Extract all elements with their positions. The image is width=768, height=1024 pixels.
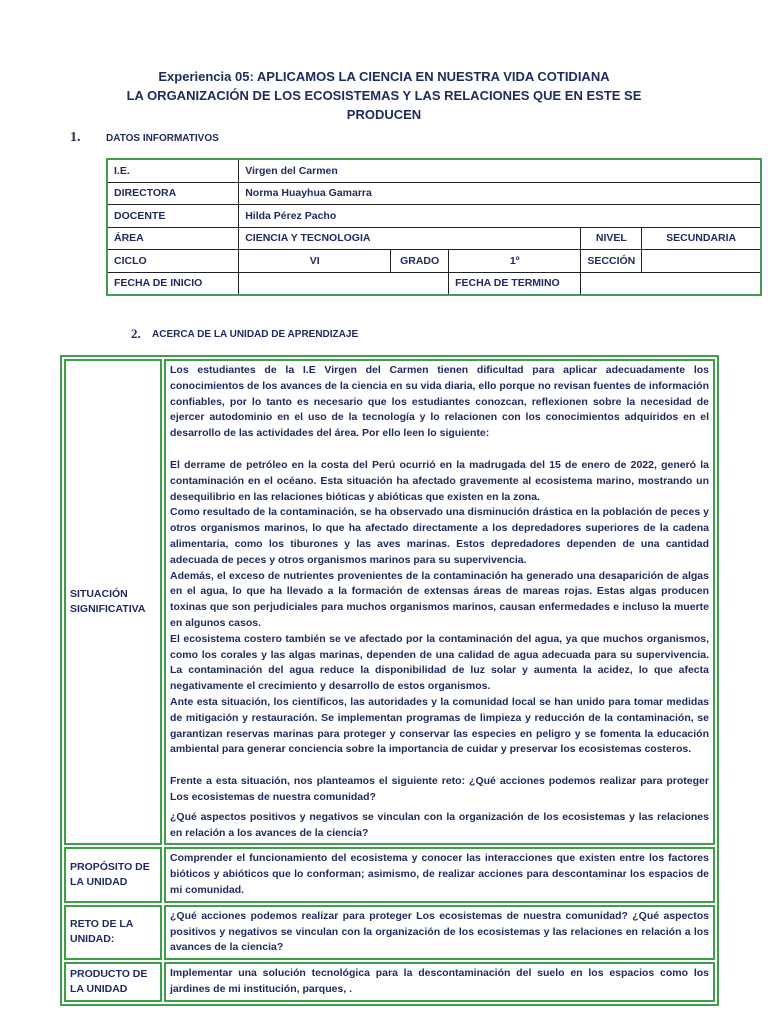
- table-row: [107, 159, 761, 182]
- grado-value: 1º: [449, 250, 581, 273]
- proposito-text: Comprender el funcionamiento del ecosistema y conocer las interacciones que existen entre los factores bióticos y abióticos que lo conforman; asimismo, de realizar acciones para descontaminar los espacios de mi comunidad.: [164, 847, 715, 902]
- fecha-inicio-value: [239, 272, 449, 295]
- reto-label: RETO DE LA UNIDAD:: [64, 905, 162, 960]
- area-value: CIENCIA Y TECNOLOGIA: [239, 227, 581, 250]
- nivel-value: SECUNDARIA: [642, 227, 761, 250]
- table-row: [107, 227, 761, 250]
- producto-label: PRODUCTO DE LA UNIDAD: [64, 962, 162, 1002]
- nivel-label: NIVEL: [581, 227, 642, 250]
- situacion-paragraph-1: Los estudiantes de la I.E Virgen del Carmen tienen dificultad para aplicar adecuadamente los conocimientos de los avances de la ciencia en su vida diaria, ello porque no revisan fuentes de información confiables, por lo tanto es necesario que los estudiantes conozcan, reflexionen sobre la necesidad de ejercer autodominio en el uso de la tecnología y lo relacionen con los conocimientos adquiridos en el desarrollo de las actividades del área. Por ello leen lo siguiente:: [170, 364, 709, 440]
- title-line-3: PRODUCEN: [346, 107, 422, 122]
- docente-value: Hilda Pérez Pacho: [239, 205, 761, 228]
- situacion-paragraph-3: Como resultado de la contaminación, se ha observado una disminución drástica en la población de peces y otros organismos marinos, lo que ha afectado directamente a los depredadores superiores de la cadena alimentaria, como los tiburones y las aves marinas. Estos depredadores dependen de una cantidad adecuada de peces y otros organismos marinos para su supervivencia.: [170, 506, 709, 566]
- situacion-paragraph-4: Además, el exceso de nutrientes provenientes de la contaminación ha generado una desaparición de algas en el agua, lo que ha llevado a la formación de extensas áreas de mareas rojas. Estas algas producen toxinas que son perjudiciales para muchos organismos marinos, causan enfermedades e incluso la muerte en algunos casos.: [170, 569, 709, 629]
- table-row: [64, 962, 715, 1002]
- grado-label: GRADO: [391, 250, 449, 273]
- ie-label: I.E.: [107, 159, 239, 182]
- unidad-aprendizaje-table: [60, 355, 719, 1006]
- producto-text: Implementar una solución tecnológica para la descontaminación del suelo en los espacios como los jardines de mi institución, parques, .: [164, 962, 715, 1002]
- table-row: [107, 250, 761, 273]
- section-1-heading: DATOS INFORMATIVOS: [106, 133, 219, 144]
- table-row: [107, 205, 761, 228]
- seccion-label: SECCIÓN: [581, 250, 642, 273]
- situacion-label: SITUACIÓN SIGNIFICATIVA: [64, 359, 162, 845]
- fecha-termino-value: [581, 272, 761, 295]
- directora-value: Norma Huayhua Gamarra: [239, 182, 761, 205]
- situacion-paragraph-5: El ecosistema costero también se ve afectado por la contaminación del agua, ya que muchos organismos, como los corales y las algas marinas, dependen de una calidad de agua adecuada para su supervivencia. La contaminación del agua reduce la disponibilidad de luz solar y aumenta la acidez, lo que afecta negativamente el crecimiento y desarrollo de estos organismos.: [170, 632, 709, 693]
- seccion-value: [642, 250, 761, 273]
- ciclo-value: VI: [239, 250, 391, 273]
- table-row: [107, 272, 761, 295]
- table-row: [64, 905, 715, 960]
- directora-label: DIRECTORA: [107, 182, 239, 205]
- fecha-inicio-label: FECHA DE INICIO: [107, 272, 239, 295]
- situacion-paragraph-7: Frente a esta situación, nos planteamos el siguiente reto: ¿Qué acciones podemos realizar para proteger Los ecosistemas de nuestra comunidad?: [170, 775, 709, 803]
- title-line-1: Experiencia 05: APLICAMOS LA CIENCIA EN NUESTRA VIDA COTIDIANA: [158, 69, 610, 84]
- ciclo-label: CICLO: [107, 250, 239, 273]
- area-label: ÁREA: [107, 227, 239, 250]
- docente-label: DOCENTE: [107, 205, 239, 228]
- fecha-termino-label: FECHA DE TERMINO: [449, 272, 581, 295]
- datos-informativos-table: [106, 158, 762, 296]
- document-title: [0, 67, 768, 124]
- table-row: [64, 847, 715, 902]
- table-row: [107, 182, 761, 205]
- proposito-label: PROPÓSITO DE LA UNIDAD: [64, 847, 162, 902]
- situacion-paragraph-8: ¿Qué aspectos positivos y negativos se vinculan con la organización de los ecosistemas y las relaciones en relación a los avances de la ciencia?: [170, 810, 709, 839]
- situacion-text: [164, 359, 715, 845]
- table-row: [64, 359, 715, 845]
- situacion-paragraph-6: Ante esta situación, los científicos, las autoridades y la comunidad local se han unido para tomar medidas de mitigación y restauración. Se implementan programas de limpieza y reducción de la contaminación, se garantizan reservas marinas para proteger y conservar las especies en peligro y se fomenta la educación ambiental para generar conciencia sobre la importancia de cuidar y preservar los ecosistemas costeros.: [170, 695, 709, 756]
- section-1-number: 1.: [70, 130, 81, 145]
- reto-text: ¿Qué acciones podemos realizar para proteger Los ecosistemas de nuestra comunidad? ¿Qué aspectos positivos y negativos se vinculan con la organización de los ecosistemas y las relaciones en relación a los avances de la ciencia?: [164, 905, 715, 960]
- title-line-2: LA ORGANIZACIÓN DE LOS ECOSISTEMAS Y LAS RELACIONES QUE EN ESTE SE: [126, 88, 642, 103]
- section-2-heading: ACERCA DE LA UNIDAD DE APRENDIZAJE: [152, 329, 359, 340]
- situacion-paragraph-2: El derrame de petróleo en la costa del Perú ocurrió en la madrugada del 15 de enero de 2022, generó la contaminación en el océano. Esta situación ha afectado gravemente al ecosistema marino, mostrando un desequilibrio en las relaciones bióticas y abióticas que existen en la zona.: [170, 458, 709, 503]
- ie-value: Virgen del Carmen: [239, 159, 761, 182]
- section-2-number: 2.: [131, 326, 141, 341]
